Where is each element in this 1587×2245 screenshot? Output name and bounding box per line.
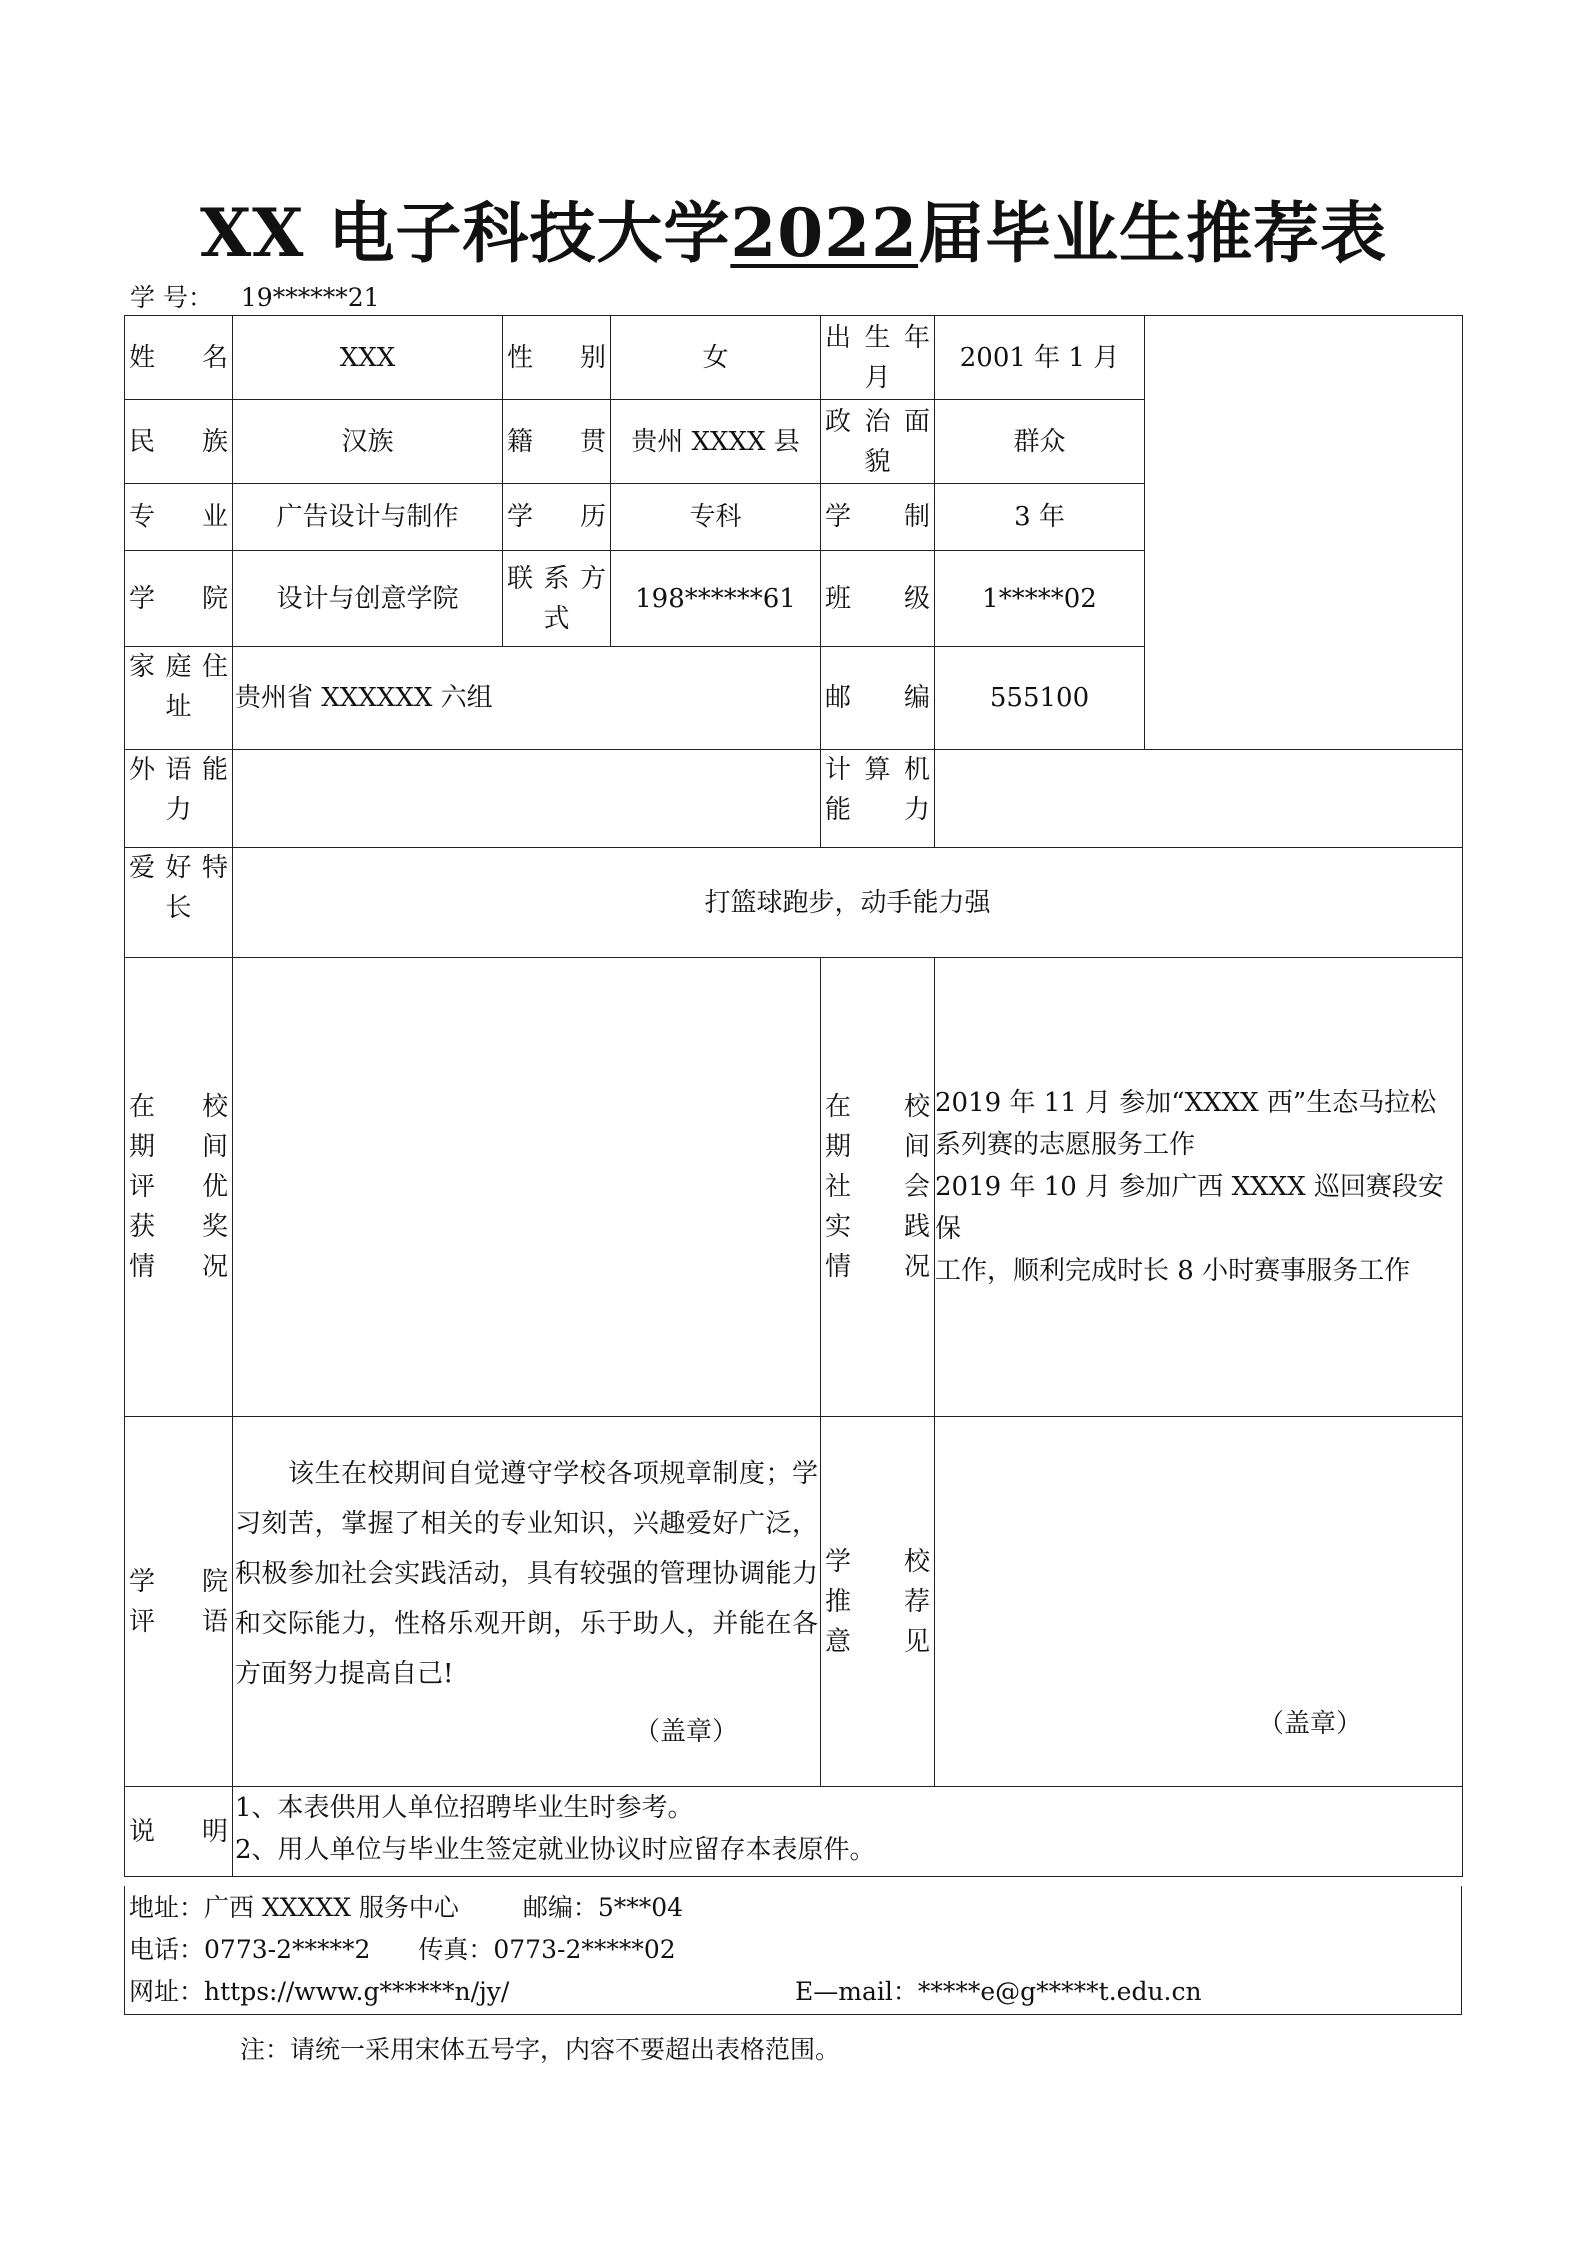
row-awards-practice (125, 958, 1463, 1417)
row-name (125, 316, 1463, 400)
title-year: 2022 (730, 194, 919, 272)
major-label: 专业 (125, 484, 233, 551)
notes-line: 2、用人单位与毕业生签定就业协议时应留存本表原件。 (235, 1835, 876, 1865)
class-label: 班级 (821, 551, 935, 647)
footer-post: 5***04 (597, 1893, 684, 1922)
footer-web-label: 网址： (129, 1977, 205, 2006)
politics-value: 群众 (935, 400, 1145, 484)
footer-fax-label: 传真： (418, 1935, 494, 1964)
birth-label: 出生年 月 (821, 316, 935, 400)
major-value: 广告设计与制作 (233, 484, 503, 551)
computer-label: 计算机 能力 (821, 750, 935, 848)
education-label: 学历 (503, 484, 611, 551)
recommendation-form (124, 315, 1463, 1877)
title-prefix: XX 电子科技大学 (199, 194, 731, 272)
contact-footer (124, 1886, 1462, 2015)
hobby-label: 爱好特 长 (125, 848, 233, 958)
duration-value: 3 年 (935, 484, 1145, 551)
class-value: 1*****02 (935, 551, 1145, 647)
footer-web-link[interactable]: https://www.g******n/jy/ (204, 1977, 510, 2006)
row-hobby (125, 848, 1463, 958)
row-comments (125, 1417, 1463, 1787)
contact-label: 联系方 式 (503, 551, 611, 647)
footer-row-phone (129, 1930, 676, 1966)
notes-cell (233, 1787, 1463, 1877)
school-seal: （盖章） (1257, 1709, 1362, 1739)
address-label: 家庭住 址 (125, 647, 233, 750)
photo-cell (1145, 316, 1463, 750)
gender-value: 女 (611, 316, 821, 400)
contact-value: 198******61 (611, 551, 821, 647)
college-comment-label: 学 评 院 语 (125, 1417, 233, 1787)
awards-value (233, 958, 821, 1417)
footer-row-web (129, 1972, 509, 2008)
practice-value (935, 958, 1463, 1417)
page-title (0, 180, 1587, 275)
row-notes (125, 1787, 1463, 1877)
student-number (130, 278, 380, 314)
practice-line: 系列赛的志愿服务工作 (935, 1130, 1196, 1160)
native-label: 籍贯 (503, 400, 611, 484)
address-value: 贵州省 XXXXXX 六组 (233, 647, 821, 750)
footer-row-email (795, 1972, 1202, 2008)
footer-address-label: 地址： (129, 1893, 205, 1922)
notes-line: 1、本表供用人单位招聘毕业生时参考。 (235, 1793, 694, 1823)
title-suffix: 届毕业生推荐表 (918, 194, 1388, 272)
birth-value: 2001 年 1 月 (935, 316, 1145, 400)
native-value: 贵州 XXXX 县 (611, 400, 821, 484)
footer-email-link[interactable]: *****e@g*****t.edu.cn (917, 1977, 1202, 2006)
gender-label: 性别 (503, 316, 611, 400)
college-value: 设计与创意学院 (233, 551, 503, 647)
student-number-label: 学 号： (130, 283, 213, 312)
name-value: XXX (233, 316, 503, 400)
school-opinion-label: 学 推 意 校 荐 见 (821, 1417, 935, 1787)
footer-fax: 0773-2*****02 (493, 1935, 676, 1964)
education-value: 专科 (611, 484, 821, 551)
footer-phone: 0773-2*****2 (204, 1935, 371, 1964)
footer-email-label: E—mail： (795, 1977, 918, 2006)
computer-value (935, 750, 1463, 848)
practice-line: 工作，顺利完成时长 8 小时赛事服务工作 (935, 1256, 1411, 1286)
college-label: 学院 (125, 551, 233, 647)
hobby-value: 打篮球跑步，动手能力强 (233, 848, 1463, 958)
practice-label: 在 期 社 实 情 校 间 会 践 况 (821, 958, 935, 1417)
postcode-label: 邮编 (821, 647, 935, 750)
duration-label: 学制 (821, 484, 935, 551)
bottom-note: 注：请统一采用宋体五号字，内容不要超出表格范围。 (240, 2035, 841, 2064)
ethnicity-label: 民族 (125, 400, 233, 484)
notes-label: 说明 (125, 1787, 233, 1877)
school-opinion-cell (935, 1417, 1463, 1787)
college-seal: （盖章） (633, 1717, 738, 1747)
ethnicity-value: 汉族 (233, 400, 503, 484)
language-label: 外语能 力 (125, 750, 233, 848)
postcode-value: 555100 (935, 647, 1145, 750)
student-number-value: 19******21 (240, 283, 380, 312)
name-label: 姓名 (125, 316, 233, 400)
footer-phone-label: 电话： (129, 1935, 205, 1964)
awards-label: 在 期 评 获 情 校 间 优 奖 况 (125, 958, 233, 1417)
row-abilities (125, 750, 1463, 848)
practice-line: 2019 年 10 月 参加广西 XXXX 巡回赛段安保 (935, 1172, 1444, 1244)
politics-label: 政治面 貌 (821, 400, 935, 484)
footer-address: 广西 XXXXX 服务中心 (204, 1893, 459, 1922)
college-comment-text: 该生在校期间自觉遵守学校各项规章制度；学习刻苦，掌握了相关的专业知识，兴趣爱好广泛，积极参加社会实践活动，具有较强的管理协调能力和交际能力，性格乐观开朗，乐于助人，并能在各方面努力提高自己! (235, 1459, 818, 1689)
practice-line: 2019 年 11 月 参加“XXXX 西”生态马拉松 (935, 1088, 1437, 1118)
language-value (233, 750, 821, 848)
college-comment-cell (233, 1417, 821, 1787)
footer-row-address (129, 1888, 683, 1924)
footer-post-label: 邮编： (522, 1893, 598, 1922)
